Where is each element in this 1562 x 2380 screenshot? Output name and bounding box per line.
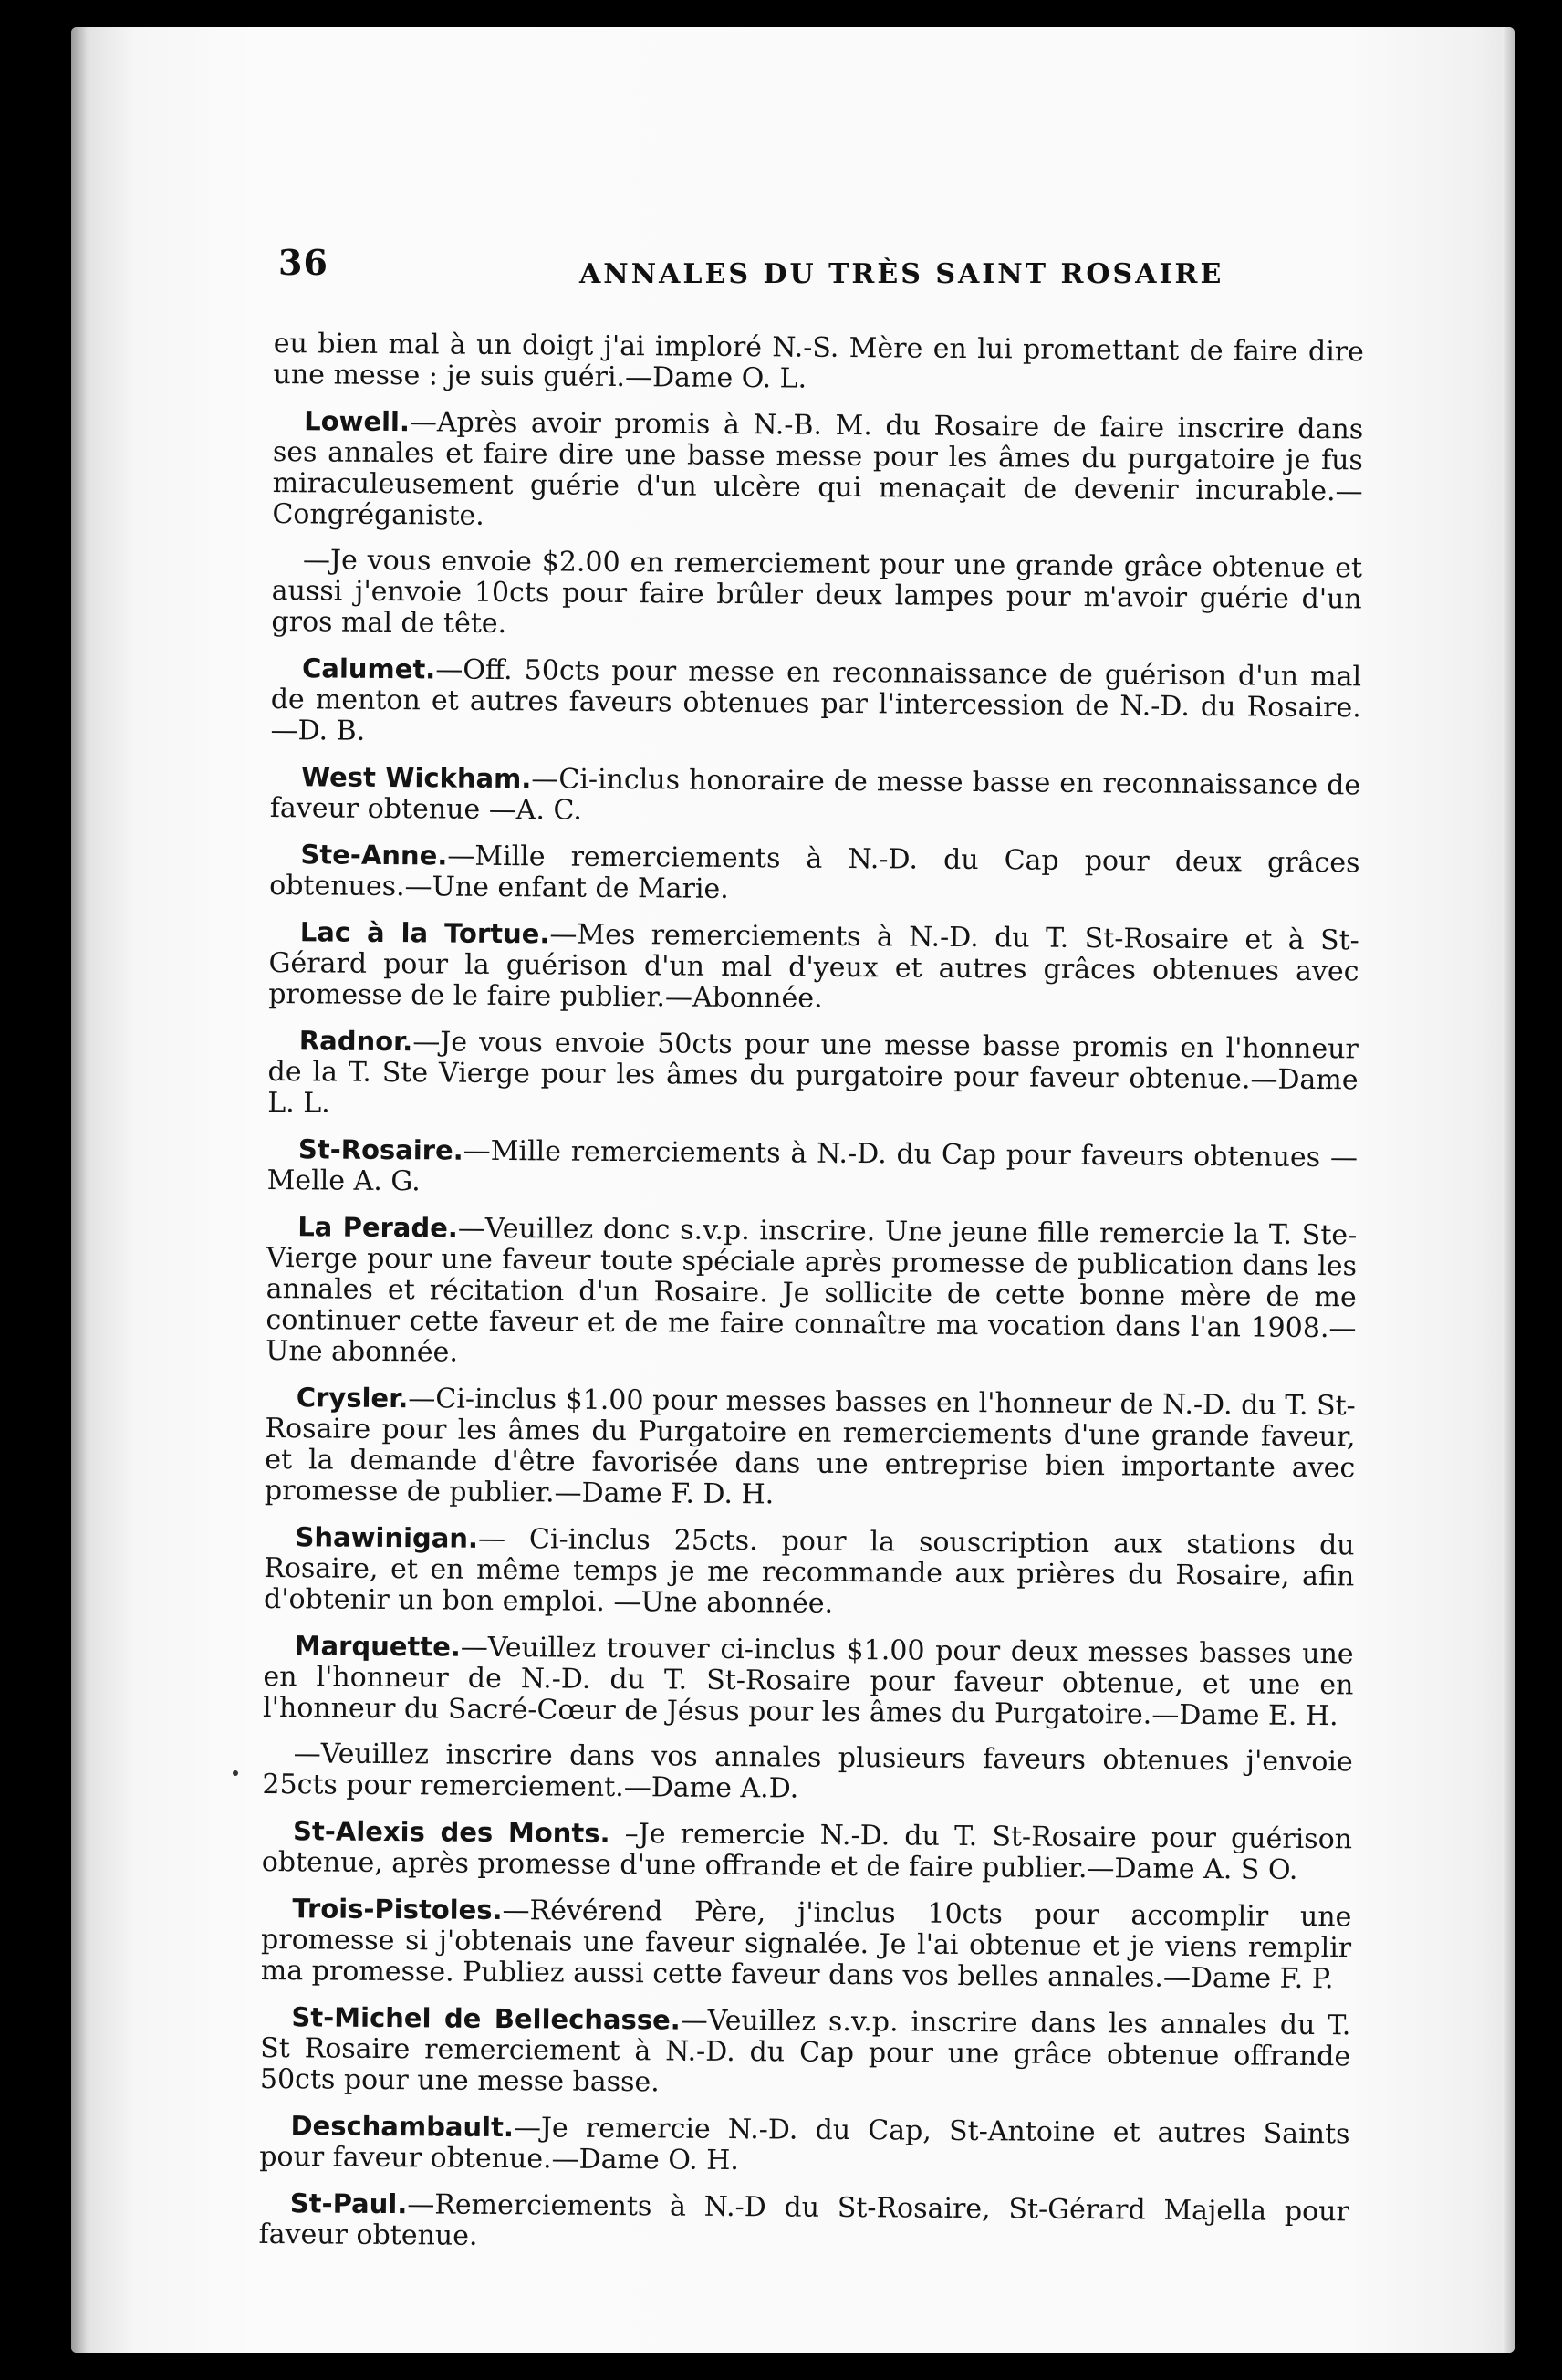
- entry-place: Shawinigan.: [295, 1521, 479, 1554]
- entry-place: La Perade.: [297, 1211, 459, 1244]
- entry-place: St-Paul.: [289, 2187, 408, 2220]
- entry-place: Radnor.: [298, 1025, 413, 1058]
- page-header: [278, 242, 1359, 297]
- entry-2: [271, 545, 1362, 646]
- entry-7: [267, 1025, 1359, 1127]
- entry-15: [261, 1893, 1352, 1995]
- entry-text: —Mille remerciements à N.-D. du Cap pour faveurs obtenues —Melle A. G.: [266, 1134, 1359, 1198]
- page-body: [258, 329, 1364, 2273]
- running-title: ANNALES DU TRÈS SAINT ROSAIRE: [579, 258, 1224, 290]
- entry-16: [260, 2001, 1351, 2103]
- entry-12: [263, 1630, 1354, 1732]
- entry-place: Crysler.: [296, 1382, 409, 1414]
- entry-text: —Je vous envoie 50cts pour une messe basse promis en l'honneur de la T. Ste Vierge pour les âmes du purgatoire pour faveur obtenue.—Dame L. L.: [267, 1026, 1359, 1120]
- entry-text: —Veuillez inscrire dans vos annales plusieurs faveurs obtenues j'envoie 25cts pour remerciement.—Dame A.D.: [262, 1738, 1353, 1805]
- entry-place: Deschambault.: [290, 2110, 515, 2144]
- entry-place: Marquette.: [294, 1630, 462, 1663]
- entry-text: –Je remercie N.-D. du T. St-Rosaire pour guérison obtenue, après promesse d'une offrande et de faire publier.—Dame A. S O.: [261, 1817, 1353, 1886]
- entry-13: [262, 1738, 1352, 1809]
- entry-text: —Remerciements à N.-D du St-Rosaire, St-Gérard Majella pour faveur obtenue.: [258, 2188, 1349, 2252]
- entry-place: Lowell.: [304, 405, 411, 438]
- entry-17: [259, 2110, 1350, 2181]
- page-number: 36: [278, 242, 328, 283]
- entry-text: —Veuillez trouver ci-inclus $1.00 pour deux messes basses une en l'honneur de N.-D. du T. St-Rosaire pour faveur obtenue, et une en l'honneur du Sacré-Cœur de Jésus pour les âmes du Purgatoire.—Dame E. H.: [262, 1631, 1354, 1733]
- entry-text: —Je remercie N.-D. du Cap, St-Antoine et autres Saints pour faveur obtenue.—Dame O. H.: [259, 2112, 1350, 2177]
- entry-text: —Ci-inclus $1.00 pour messes basses en l'honneur de N.-D. du T. St-Rosaire pour les âmes du Purgatoire en remerciements d'une grande faveur, et la demande d'être favorisée dans une entreprise bien importante avec promesse de publier.—Dame F. D. H.: [264, 1383, 1356, 1511]
- entry-1: [272, 405, 1363, 538]
- page-outer-edge: [1502, 27, 1515, 2353]
- entry-18: [258, 2187, 1349, 2259]
- entry-text: —Off. 50cts pour messe en reconnaissance de guérison d'un mal de menton et autres faveurs obtenues par l'intercession de N.-D. du Rosaire.—D. B.: [270, 653, 1362, 747]
- page-gutter-edge: [71, 27, 86, 2353]
- entry-3: [270, 652, 1361, 755]
- entry-place: Lac à la Tortue.: [299, 916, 550, 950]
- entry-text: —Ci-inclus honoraire de messe basse en reconnaissance de faveur obtenue —A. C.: [269, 763, 1361, 827]
- entry-11: [264, 1521, 1355, 1623]
- entry-place: St-Michel de Bellechasse.: [291, 2001, 681, 2036]
- entry-place: Calumet.: [301, 652, 436, 685]
- entry-place: Ste-Anne.: [300, 839, 448, 872]
- entry-text: —Mes remerciements à N.-D. du T. St-Rosaire et à St-Gérard pour la guérison d'un mal d'yeux et autres grâces obtenues avec promesse de le faire publier.—Abonnée.: [268, 918, 1359, 1015]
- ink-speck: [233, 1770, 238, 1776]
- entry-text: —Je vous envoie $2.00 en remerciement pour une grande grâce obtenue et aussi j'envoie 10cts pour faire brûler deux lampes pour m'avoir guérie d'un gros mal de tête.: [271, 544, 1363, 641]
- entry-text: —Veuillez donc s.v.p. inscrire. Une jeune fille remercie la T. Ste-Vierge pour une faveur toute spéciale après promesse de publication dans les annales et récitation d'un Rosaire. Je sollicite de cette bonne mère de me continuer cette faveur et de me faire connaître ma vocation dans l'an 1908.—Une abonnée.: [266, 1212, 1358, 1369]
- entry-9: [266, 1211, 1357, 1375]
- entry-8: [267, 1133, 1359, 1205]
- entry-0: [273, 329, 1363, 399]
- entry-place: St-Alexis des Monts.: [292, 1815, 610, 1849]
- entry-text: — Ci-inclus 25cts. pour la souscription aux stations du Rosaire, et en même temps je me recommande aux prières du Rosaire, afin d'obtenir un bon emploi. —Une abonnée.: [263, 1522, 1355, 1620]
- entry-14: [262, 1815, 1353, 1886]
- entry-place: West Wickham.: [301, 761, 532, 795]
- entry-text: —Révérend Père, j'inclus 10cts pour accomplir une promesse si j'obtenais une faveur signalée. Je l'ai obtenue et je viens remplir ma promesse. Publiez aussi cette faveur dans vos belles annales.—Dame F. P.: [260, 1895, 1352, 1996]
- entry-10: [265, 1382, 1356, 1515]
- entry-place: Trois-Pistoles.: [292, 1893, 503, 1926]
- entry-5: [269, 839, 1360, 910]
- entry-place: St-Rosaire.: [297, 1133, 463, 1166]
- entry-4: [270, 761, 1361, 832]
- entry-6: [268, 916, 1359, 1018]
- entry-text: —Après avoir promis à N.-B. M. du Rosaire de faire inscrire dans ses annales et faire dire une basse messe pour les âmes du purgatoire je fus miraculeusement guérie d'un ulcère qui menaçait de devenir incurable.—Congréganiste.: [272, 406, 1364, 532]
- entry-text: —Veuillez s.v.p. inscrire dans les annales du T. St Rosaire remerciement à N.-D. du Cap pour une grâce obtenue offrande 50cts pour une messe basse.: [259, 2004, 1351, 2099]
- entry-text: eu bien mal à un doigt j'ai imploré N.-S. Mère en lui promettant de faire dire une messe : je suis guéri.—Dame O. L.: [273, 328, 1364, 395]
- entry-text: —Mille remerciements à N.-D. du Cap pour deux grâces obtenues.—Une enfant de Marie.: [269, 840, 1360, 905]
